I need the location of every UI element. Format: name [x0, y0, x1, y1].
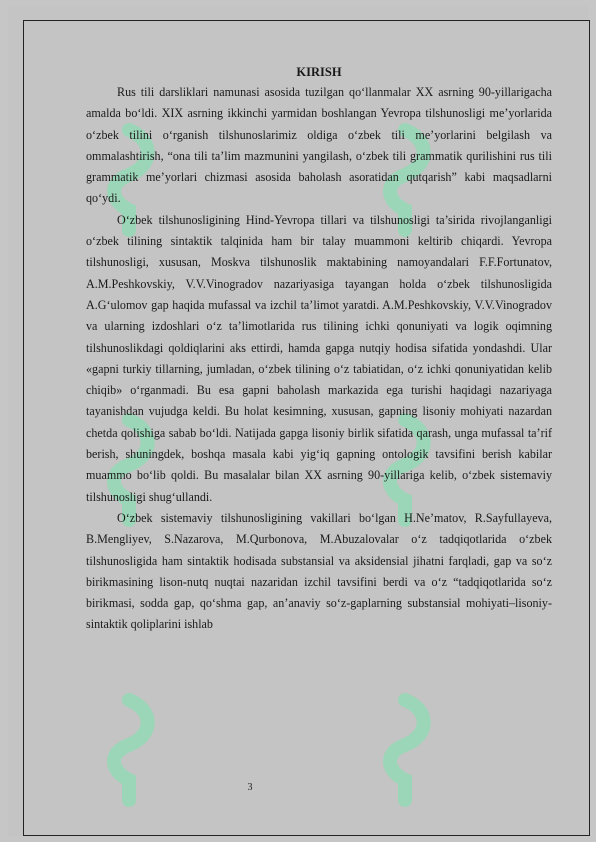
- page-number: 3: [247, 782, 253, 793]
- paragraph: O‘zbek sistemaviy tilshunosligining vakillari bo‘lgan H.Ne’matov, R.Sayfullayeva, B.Mengliyev, S.Nazarova, M.Qurbonova, M.Abuzalovalar o‘z tadqiqotlarida o‘zbek tilshunosligida ham sintaktik hodisada substansial va aksidensial jihatni farqladi, gap va so‘z birikmasining lison-nutq nuqtai nazaridan izchil tavsifini berdi va o‘z “tadqiqotlarida so‘z birikmasi, sodda gap, qo‘shma gap, an’anaviy so‘z-gaplarning substansial mohiyati–lisoniy-sintaktik qoliplarini ishlab: [86, 510, 552, 632]
- section-heading: KIRISH: [296, 65, 342, 79]
- paragraph: Rus tili darsliklari namunasi asosida tuzilgan qo‘llanmalar XX asrning 90-yillarigacha amalda bo‘ldi. XIX asrning ikkinchi yarmidan boshlangan Yevropa tilshunosligi me’yorlarida o‘zbek tilini o‘rganish tilshunoslarimiz oldiga o‘zbek tili me’yorlarini belgilash va ommalashtirish, “ona tili ta’lim mazmunini yangilash, o‘zbek tili grammatik qurilishini rus tili grammatik me’yorlari chizmasi asosida baholash asoratidan qutqarish” kabi maqsadlarni qo‘ydi.: [86, 85, 552, 206]
- document-body: [86, 62, 552, 636]
- paragraph: O‘zbek tilshunosligining Hind-Yevropa tillari va tilshunosligi ta’sirida rivojlanganligi o‘zbek tilining sintaktik talqinida ham bir talay muammoni keltirib chiqardi. Yevropa tilshunosligi, xususan, Moskva tilshunoslik maktabining namoyandalari F.F.Fortunatov, A.M.Peshkovskiy, V.V.Vinogradov nazariyasiga tayangan holda o‘zbek tilshunosligida A.G‘ulomov gap haqida mufassal va izchil ta’limot yaratdi. A.M.Peshkovskiy, V.V.Vinogradov va ularning izdoshlari o‘z ta’limotlarida rus tilining ichki qonuniyati va logik oqimning tilshunoslikdagi qoldiqlarini aks ettirdi, hamda gapga nutqiy hodisa sifatida yondashdi. Ular «gapni turkiy tillarning, jumladan, o‘zbek tilining o‘z tabiatidan, o‘z ichki qonuniyatidan kelib chiqib» o‘rganmadi. Bu esa gapni baholash markazida ega turishi haqidagi nazariyaga tayanishdan vujudga keldi. Bu holat kesimning, xususan, gapning lisoniy mohiyati nazardan chetda qolishiga sabab bo‘ldi. Natijada gapga lisoniy birlik sifatida qarash, unga mufassal ta’rif berish, shuningdek, boshqa masala kabi yig‘iq gapning ontologik tavsifini berish kabilar muammo bo‘lib qoldi. Bu masalalar bilan XX asrning 90-yillariga kelib, o‘zbek sistemaviy tilshunosligi shug‘ullandi.: [86, 212, 552, 504]
